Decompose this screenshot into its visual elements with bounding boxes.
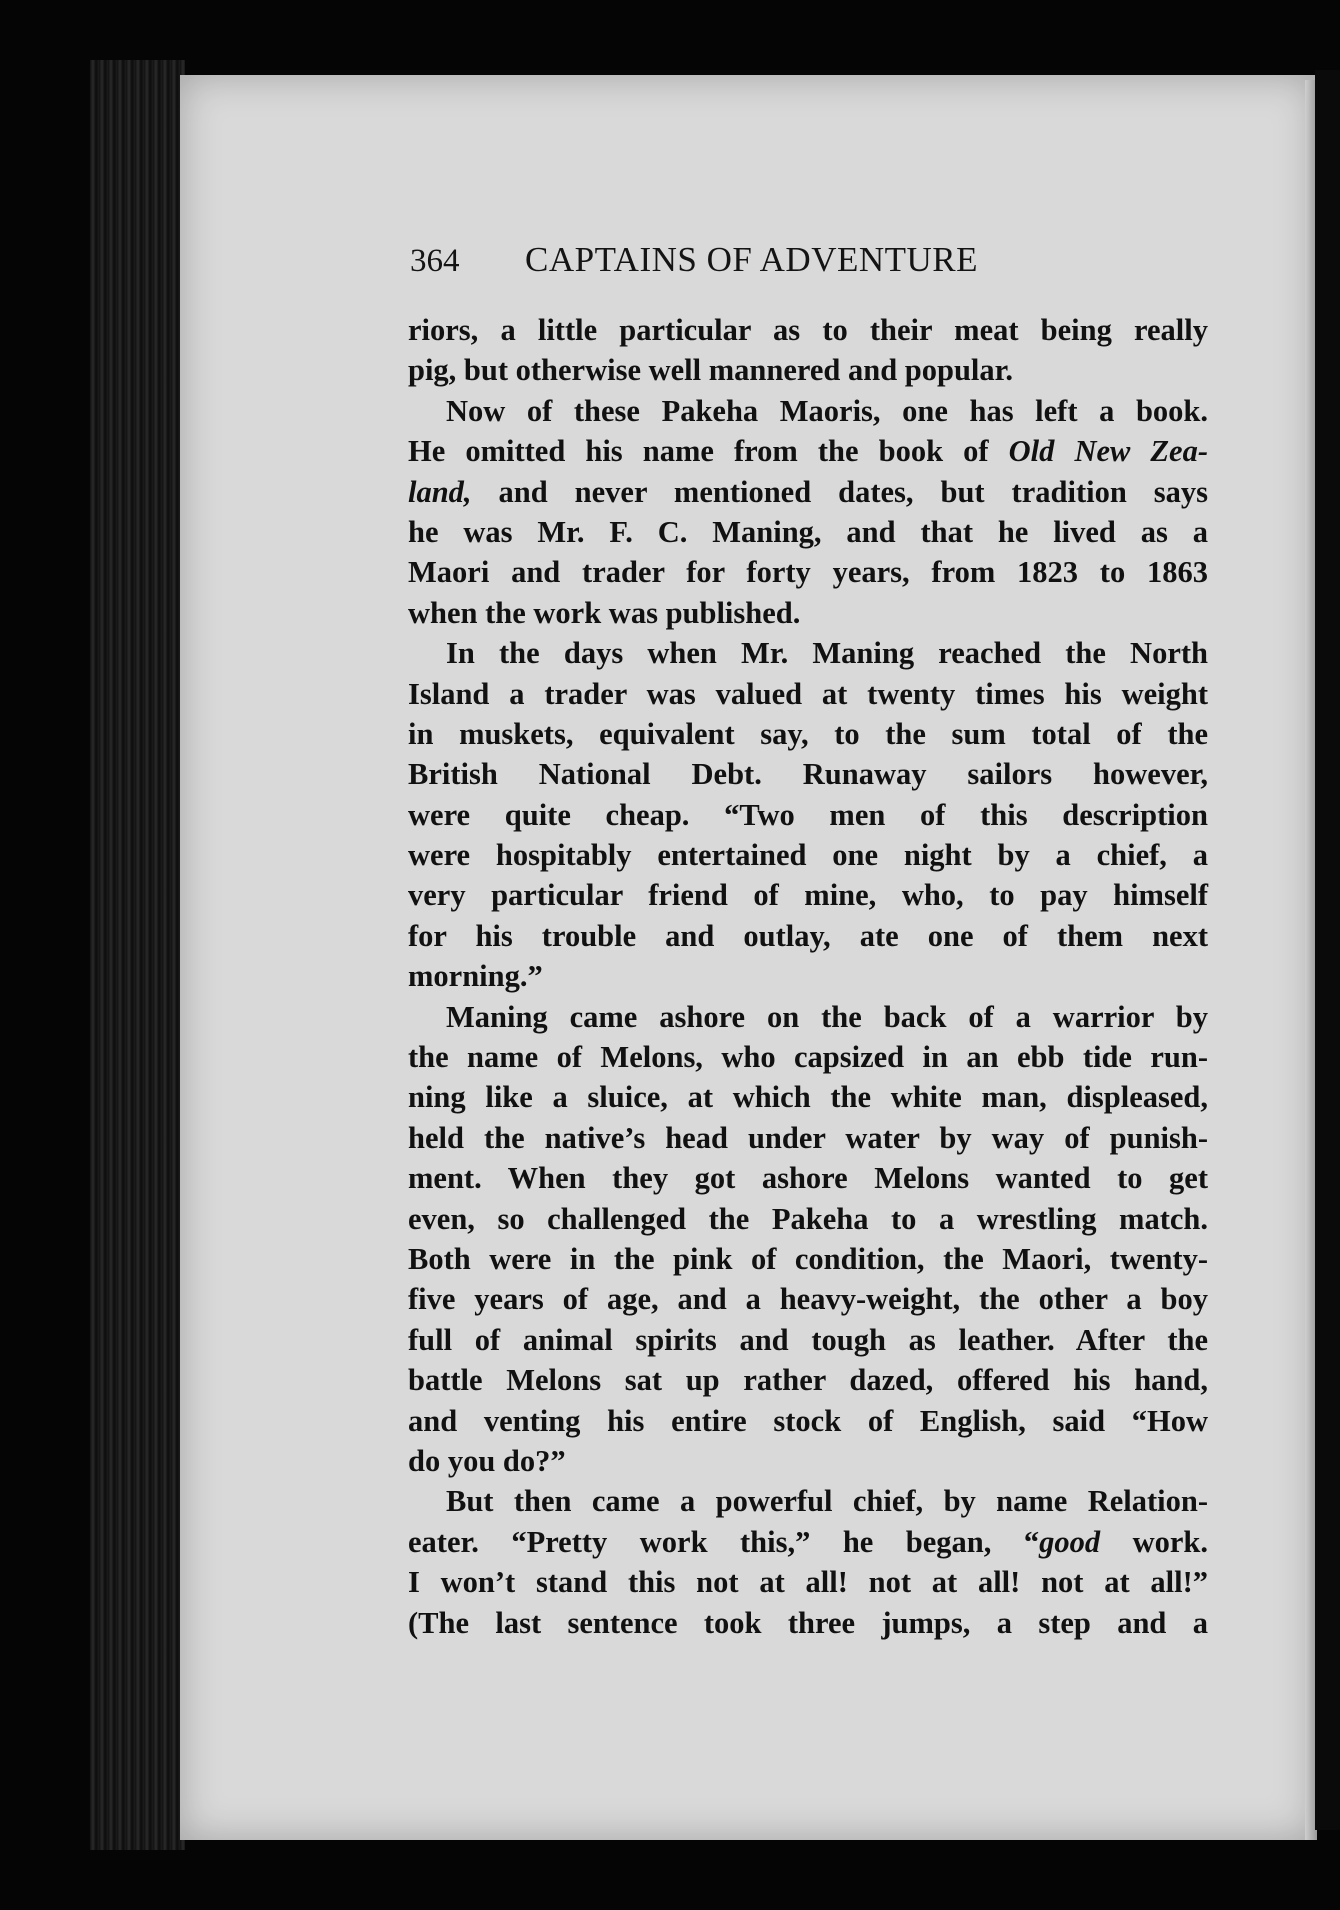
text-line: the name of Melons, who capsized in an ebb tide run- [408, 1040, 1208, 1075]
text-line: In the days when Mr. Maning reached the North [446, 636, 1208, 671]
text-line: and venting his entire stock of English, said “How [408, 1403, 1208, 1438]
page-number: 364 [410, 243, 460, 279]
text-line: were quite cheap. “Two men of this description [408, 797, 1208, 832]
text-line [408, 472, 1208, 512]
text-segment: eater. “Pretty work this,” he began, “ [408, 1524, 1040, 1559]
book-binding [90, 60, 185, 1850]
text-line: very particular friend of mine, who, to pay himself [408, 878, 1208, 913]
scan-border-right [1315, 70, 1340, 1830]
text-line: held the native’s head under water by way of punish- [408, 1120, 1208, 1155]
emphasis-italic: good [1039, 1524, 1101, 1559]
text-line: pig, but otherwise well mannered and popular. [408, 353, 1014, 388]
text-segment: He omitted his name from the book of [408, 434, 1009, 469]
body-text [408, 310, 1208, 1643]
text-line: (The last sentence took three jumps, a step and a [408, 1605, 1208, 1640]
text-line: riors, a little particular as to their meat being really [408, 313, 1208, 347]
text-line: were hospitably entertained one night by a chief, a [408, 838, 1208, 873]
text-line: in muskets, equivalent say, to the sum total of the [408, 716, 1208, 751]
text-line: for his trouble and outlay, ate one of them next [408, 918, 1208, 953]
text-line: Now of these Pakeha Maoris, one has left a book. [446, 393, 1208, 428]
text-line: full of animal spirits and tough as leather. After the [408, 1322, 1208, 1357]
text-line: five years of age, and a heavy-weight, the other a boy [408, 1282, 1208, 1317]
text-segment: work. [1100, 1524, 1209, 1559]
text-line: morning.” [408, 959, 543, 994]
text-line: Maning came ashore on the back of a warrior by [446, 999, 1208, 1034]
text-line [408, 431, 1208, 471]
text-line: Island a trader was valued at twenty times his weight [408, 676, 1208, 711]
text-line: even, so challenged the Pakeha to a wrestling match. [408, 1201, 1208, 1236]
text-line: ment. When they got ashore Melons wanted to get [408, 1161, 1208, 1196]
text-line: Both were in the pink of condition, the Maori, twenty- [408, 1241, 1208, 1276]
text-line: I won’t stand this not at all! not at all! not at all!” [408, 1565, 1208, 1600]
text-line: he was Mr. F. C. Maning, and that he lived as a [408, 514, 1208, 549]
text-line: when the work was published. [408, 595, 801, 630]
running-head [410, 240, 1060, 280]
text-line: British National Debt. Runaway sailors however, [408, 757, 1208, 792]
book-title-italic: land, [408, 474, 472, 509]
text-line: ning like a sluice, at which the white man, displeased, [408, 1080, 1208, 1115]
text-line [408, 1522, 1208, 1562]
text-line: But then came a powerful chief, by name Relation- [446, 1484, 1208, 1519]
text-segment: and never mentioned dates, but tradition says [471, 474, 1208, 509]
running-title: CAPTAINS OF ADVENTURE [525, 240, 979, 279]
text-line: Maori and trader for forty years, from 1823 to 1863 [408, 555, 1208, 590]
text-line: do you do?” [408, 1443, 566, 1478]
book-title-italic: Old New Zea- [1008, 434, 1209, 469]
text-line: battle Melons sat up rather dazed, offered his hand, [408, 1363, 1208, 1398]
